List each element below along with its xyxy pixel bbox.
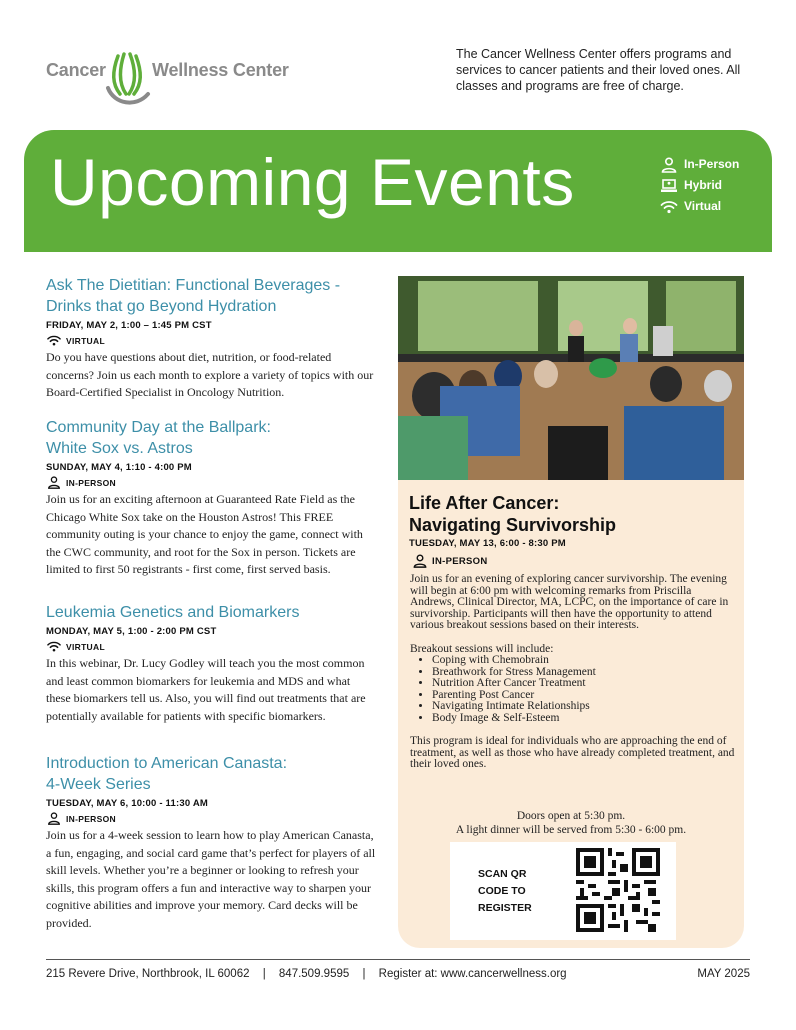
person-icon [46,812,62,825]
legend-in-person [660,156,770,174]
breakout-heading: Breakout sessions will include: [410,642,554,655]
qr-label: SCAN QR CODE TO REGISTER [478,868,532,914]
person-icon [660,157,678,173]
legend-label: Hybrid [684,178,723,192]
event-title: Community Day at the Ballpark: [46,419,271,436]
person-icon [412,554,428,568]
doors-open-text: Doors open at 5:30 pm. [516,810,626,822]
qr-code-icon[interactable] [576,848,660,932]
featured-description [410,574,736,771]
events-banner [24,130,772,252]
logo-text-left: Cancer [46,60,106,80]
event-title: Introduction to American Canasta: [46,755,288,772]
footer-separator: | [262,968,266,980]
event-description: In this webinar, Dr. Lucy Godley will teach you the most common and least common biomarkers for leukemia and MDS and what these biomarkers tell us. Also, you will find out treatments that are potentially available for patients with specific biomarkers. [46,656,366,723]
featured-title-line1: Life After Cancer: [409,493,560,513]
footer-divider [46,959,750,960]
logo-text-right: Wellness Center [152,60,289,80]
footer-phone[interactable]: 847.509.9595 [278,968,350,980]
event-date: FRIDAY, MAY 2, 1:00 – 1:45 PM CST [46,320,212,331]
person-icon [46,476,62,489]
event-mode [46,812,376,826]
featured-closing: This program is ideal for individuals who are approaching the end of treatment, as well as those who have already completed treatment, and their loved ones. [410,735,735,770]
legend-label: In-Person [684,157,740,171]
wifi-icon [46,640,62,653]
footer [46,968,750,980]
wifi-icon [46,334,62,347]
featured-title-line2: Navigating Survivorship [409,515,617,535]
qr-register-box [450,842,676,940]
list-item: • Breathwork for Stress Management [432,667,736,679]
event-item [46,275,376,402]
featured-event-card [398,276,744,948]
footer-register-link[interactable]: Register at: www.cancerwellness.org [378,968,567,980]
list-item: • Parenting Post Cancer [432,690,736,702]
legend-label: Virtual [684,199,722,213]
featured-date: TUESDAY, MAY 13, 6:00 - 8:30 PM [409,538,566,549]
footer-separator: | [362,968,366,980]
event-date: TUESDAY, MAY 6, 10:00 - 11:30 AM [46,798,208,809]
list-item: • Body Image & Self-Esteem [432,713,736,725]
featured-mode-label: IN-PERSON [432,556,488,567]
event-title-line2: 4-Week Series [46,776,151,793]
event-description: Join us for a 4-week session to learn how to play American Canasta, a fun, engaging, and social card game that’s perfect for players of all skill levels. Whether you’re a beginner or looking to refresh your skills, this program offers a fun and interactive way to sharpen your cognitive abilities and improve your memory. Card decks will be provided. [46,828,376,930]
logo [46,50,296,110]
event-mode [46,334,376,348]
event-item [46,753,376,933]
event-title-line2: White Sox vs. Astros [46,440,193,457]
wifi-icon [660,199,678,215]
event-mode-label: IN-PERSON [66,478,116,488]
featured-mode [412,554,532,570]
breakout-list [410,655,736,724]
event-mode-label: IN-PERSON [66,814,116,824]
event-mode-label: VIRTUAL [66,336,105,346]
event-description: Join us for an exciting afternoon at Guaranteed Rate Field as the Chicago White Sox take on the Houston Astros! This FREE community outing is your chance to enjoy the game, connect with the CWC community, and root for the Sox in person. Tickets are limited to first 50 registrants - first come, first served basis. [46,492,363,577]
featured-title [409,492,616,536]
logo-mark-icon [104,50,152,108]
event-photo [398,276,744,480]
event-title-line2: Drinks that go Beyond Hydration [46,298,277,315]
footer-month: MAY 2025 [697,968,750,980]
doors-info [398,810,744,837]
intro-text: The Cancer Wellness Center offers programs and services to cancer patients and their loved ones. All classes and programs are free of charge. [456,47,741,93]
event-mode [46,640,376,654]
page-title: Upcoming Events [50,145,575,219]
event-description: Do you have questions about diet, nutrition, or food-related concerns? Join us each month to explore a variety of topics with our Board-Certified Specialist in Oncology Nutrition. [46,350,374,400]
event-date: MONDAY, MAY 5, 1:00 - 2:00 PM CST [46,626,217,637]
event-date: SUNDAY, MAY 4, 1:10 - 4:00 PM [46,462,192,473]
legend-hybrid [660,177,770,195]
list-item: • Coping with Chemobrain [432,655,736,667]
event-title: Ask The Dietitian: Functional Beverages - [46,277,341,294]
laptop-icon [660,178,678,194]
list-item: • Nutrition After Cancer Treatment [432,678,736,690]
event-title: Leukemia Genetics and Biomarkers [46,604,300,621]
legend-virtual [660,198,770,216]
featured-intro: Join us for an evening of exploring cancer survivorship. The evening will begin at 6:00 pm with welcoming remarks from Priscilla Andrews, Clinical Director, MA, LCPC, on the importance of care in survivorship. Participants will then have the opportunity to attend various breakout sessions based on their interests. [410,573,729,631]
footer-address: 215 Revere Drive, Northbrook, IL 60062 [46,968,250,980]
event-item [46,602,376,725]
dinner-text: A light dinner will be served from 5:30 - 6:00 pm. [455,823,687,836]
event-item [46,417,376,579]
list-item: • Navigating Intimate Relationships [432,701,736,713]
event-mode [46,476,376,490]
event-mode-label: VIRTUAL [66,642,105,652]
